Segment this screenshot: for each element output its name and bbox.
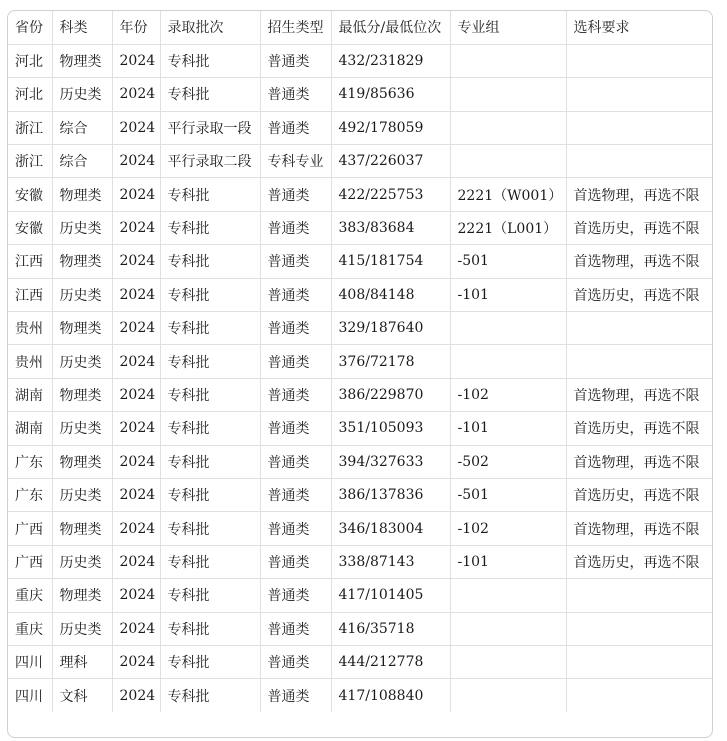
cell-min-score-rank: 386/229870: [331, 378, 450, 411]
table-row: [8, 312, 712, 345]
cell-subject-requirement: [566, 345, 712, 378]
cell-admission-batch: 平行录取二段: [160, 145, 260, 178]
cell-major-group: -102: [450, 378, 566, 411]
column-header-province: 省份: [8, 11, 52, 44]
cell-major-group: -101: [450, 412, 566, 445]
cell-admission-batch: 专科批: [160, 645, 260, 678]
cell-min-score-rank: 408/84148: [331, 278, 450, 311]
cell-enrollment-type: 普通类: [260, 445, 331, 478]
cell-admission-batch: 专科批: [160, 512, 260, 545]
cell-major-group: -501: [450, 245, 566, 278]
cell-enrollment-type: 专科专业: [260, 145, 331, 178]
cell-admission-batch: 专科批: [160, 412, 260, 445]
cell-admission-batch: 专科批: [160, 545, 260, 578]
cell-province: 安徽: [8, 178, 52, 211]
cell-subject-requirement: 首选历史，再选不限: [566, 478, 712, 511]
cell-province: 重庆: [8, 612, 52, 645]
column-header-subject-type: 科类: [52, 11, 112, 44]
cell-enrollment-type: 普通类: [260, 78, 331, 111]
cell-subject-requirement: 首选物理，再选不限: [566, 512, 712, 545]
cell-major-group: -502: [450, 445, 566, 478]
cell-min-score-rank: 437/226037: [331, 145, 450, 178]
cell-min-score-rank: 417/101405: [331, 579, 450, 612]
cell-major-group: [450, 579, 566, 612]
cell-enrollment-type: 普通类: [260, 412, 331, 445]
cell-admission-batch: 平行录取一段: [160, 111, 260, 144]
table-body: [8, 44, 712, 712]
cell-subject-requirement: [566, 579, 712, 612]
table-row: [8, 145, 712, 178]
cell-admission-batch: 专科批: [160, 211, 260, 244]
cell-admission-batch: 专科批: [160, 679, 260, 712]
table-row: [8, 178, 712, 211]
cell-province: 河北: [8, 78, 52, 111]
cell-enrollment-type: 普通类: [260, 378, 331, 411]
cell-subject-type: 物理类: [52, 512, 112, 545]
cell-min-score-rank: 422/225753: [331, 178, 450, 211]
cell-province: 重庆: [8, 579, 52, 612]
table-row: [8, 278, 712, 311]
cell-subject-requirement: 首选历史，再选不限: [566, 211, 712, 244]
cell-enrollment-type: 普通类: [260, 345, 331, 378]
table-row: [8, 579, 712, 612]
cell-min-score-rank: 444/212778: [331, 645, 450, 678]
cell-province: 浙江: [8, 145, 52, 178]
admission-score-table-frame: [7, 10, 713, 738]
cell-subject-requirement: [566, 111, 712, 144]
cell-year: 2024: [112, 679, 160, 712]
cell-subject-requirement: [566, 612, 712, 645]
cell-year: 2024: [112, 478, 160, 511]
cell-year: 2024: [112, 78, 160, 111]
column-header-min-score-rank: 最低分/最低位次: [331, 11, 450, 44]
cell-major-group: 2221（W001）: [450, 178, 566, 211]
cell-subject-type: 历史类: [52, 612, 112, 645]
column-header-admission-batch: 录取批次: [160, 11, 260, 44]
column-header-major-group: 专业组: [450, 11, 566, 44]
cell-year: 2024: [112, 178, 160, 211]
cell-province: 湖南: [8, 412, 52, 445]
table-row: [8, 211, 712, 244]
table-row: [8, 478, 712, 511]
cell-subject-type: 物理类: [52, 44, 112, 77]
cell-enrollment-type: 普通类: [260, 312, 331, 345]
cell-subject-requirement: 首选物理，再选不限: [566, 378, 712, 411]
cell-major-group: -501: [450, 478, 566, 511]
cell-min-score-rank: 338/87143: [331, 545, 450, 578]
cell-year: 2024: [112, 345, 160, 378]
cell-subject-type: 物理类: [52, 312, 112, 345]
cell-year: 2024: [112, 445, 160, 478]
cell-subject-type: 历史类: [52, 345, 112, 378]
table-row: [8, 111, 712, 144]
cell-min-score-rank: 329/187640: [331, 312, 450, 345]
cell-major-group: -101: [450, 278, 566, 311]
cell-enrollment-type: 普通类: [260, 612, 331, 645]
cell-admission-batch: 专科批: [160, 78, 260, 111]
cell-admission-batch: 专科批: [160, 579, 260, 612]
cell-min-score-rank: 432/231829: [331, 44, 450, 77]
cell-subject-type: 文科: [52, 679, 112, 712]
cell-enrollment-type: 普通类: [260, 679, 331, 712]
cell-province: 四川: [8, 679, 52, 712]
cell-province: 江西: [8, 278, 52, 311]
cell-admission-batch: 专科批: [160, 345, 260, 378]
cell-admission-batch: 专科批: [160, 178, 260, 211]
cell-enrollment-type: 普通类: [260, 478, 331, 511]
table-row: [8, 612, 712, 645]
table-row: [8, 512, 712, 545]
table-row: [8, 645, 712, 678]
table-row: [8, 44, 712, 77]
cell-enrollment-type: 普通类: [260, 579, 331, 612]
cell-subject-requirement: [566, 145, 712, 178]
cell-subject-type: 综合: [52, 145, 112, 178]
cell-admission-batch: 专科批: [160, 312, 260, 345]
cell-min-score-rank: 492/178059: [331, 111, 450, 144]
table-row: [8, 345, 712, 378]
cell-year: 2024: [112, 145, 160, 178]
cell-subject-type: 物理类: [52, 378, 112, 411]
column-header-subject-requirement: 选科要求: [566, 11, 712, 44]
cell-province: 贵州: [8, 345, 52, 378]
cell-major-group: [450, 679, 566, 712]
cell-enrollment-type: 普通类: [260, 512, 331, 545]
cell-subject-type: 物理类: [52, 445, 112, 478]
cell-min-score-rank: 376/72178: [331, 345, 450, 378]
cell-enrollment-type: 普通类: [260, 211, 331, 244]
cell-major-group: [450, 111, 566, 144]
cell-year: 2024: [112, 412, 160, 445]
column-header-year: 年份: [112, 11, 160, 44]
cell-subject-requirement: [566, 679, 712, 712]
cell-subject-requirement: 首选历史，再选不限: [566, 545, 712, 578]
cell-year: 2024: [112, 111, 160, 144]
cell-min-score-rank: 383/83684: [331, 211, 450, 244]
cell-province: 贵州: [8, 312, 52, 345]
cell-subject-requirement: 首选历史，再选不限: [566, 278, 712, 311]
cell-province: 广东: [8, 478, 52, 511]
cell-subject-requirement: [566, 44, 712, 77]
cell-enrollment-type: 普通类: [260, 44, 331, 77]
table-row: [8, 679, 712, 712]
cell-province: 广东: [8, 445, 52, 478]
cell-province: 四川: [8, 645, 52, 678]
table-row: [8, 412, 712, 445]
cell-subject-type: 物理类: [52, 579, 112, 612]
cell-province: 浙江: [8, 111, 52, 144]
cell-min-score-rank: 394/327633: [331, 445, 450, 478]
column-header-enrollment-type: 招生类型: [260, 11, 331, 44]
cell-year: 2024: [112, 278, 160, 311]
cell-subject-type: 物理类: [52, 178, 112, 211]
cell-enrollment-type: 普通类: [260, 111, 331, 144]
cell-admission-batch: 专科批: [160, 44, 260, 77]
table-row: [8, 78, 712, 111]
cell-admission-batch: 专科批: [160, 378, 260, 411]
cell-year: 2024: [112, 579, 160, 612]
table-row: [8, 445, 712, 478]
cell-subject-type: 物理类: [52, 245, 112, 278]
cell-year: 2024: [112, 512, 160, 545]
cell-subject-type: 历史类: [52, 545, 112, 578]
cell-enrollment-type: 普通类: [260, 645, 331, 678]
cell-year: 2024: [112, 612, 160, 645]
cell-major-group: -101: [450, 545, 566, 578]
cell-subject-requirement: 首选物理，再选不限: [566, 178, 712, 211]
cell-min-score-rank: 419/85636: [331, 78, 450, 111]
cell-subject-type: 历史类: [52, 478, 112, 511]
cell-major-group: [450, 44, 566, 77]
cell-major-group: [450, 645, 566, 678]
cell-admission-batch: 专科批: [160, 245, 260, 278]
cell-enrollment-type: 普通类: [260, 278, 331, 311]
cell-subject-requirement: [566, 645, 712, 678]
table-header-row: [8, 11, 712, 44]
cell-subject-requirement: 首选物理，再选不限: [566, 245, 712, 278]
cell-year: 2024: [112, 245, 160, 278]
cell-province: 湖南: [8, 378, 52, 411]
table-row: [8, 245, 712, 278]
cell-subject-type: 历史类: [52, 211, 112, 244]
cell-major-group: -102: [450, 512, 566, 545]
cell-major-group: [450, 345, 566, 378]
cell-min-score-rank: 351/105093: [331, 412, 450, 445]
cell-subject-type: 历史类: [52, 278, 112, 311]
cell-subject-requirement: [566, 78, 712, 111]
cell-subject-requirement: 首选物理，再选不限: [566, 445, 712, 478]
cell-subject-requirement: [566, 312, 712, 345]
cell-major-group: 2221（L001）: [450, 211, 566, 244]
table-row: [8, 545, 712, 578]
cell-province: 河北: [8, 44, 52, 77]
cell-year: 2024: [112, 545, 160, 578]
cell-subject-type: 理科: [52, 645, 112, 678]
cell-province: 广西: [8, 545, 52, 578]
cell-major-group: [450, 145, 566, 178]
cell-enrollment-type: 普通类: [260, 545, 331, 578]
cell-min-score-rank: 386/137836: [331, 478, 450, 511]
cell-admission-batch: 专科批: [160, 478, 260, 511]
cell-min-score-rank: 416/35718: [331, 612, 450, 645]
cell-admission-batch: 专科批: [160, 612, 260, 645]
admission-score-table: [8, 11, 712, 712]
cell-subject-requirement: 首选历史，再选不限: [566, 412, 712, 445]
cell-subject-type: 综合: [52, 111, 112, 144]
cell-province: 安徽: [8, 211, 52, 244]
cell-enrollment-type: 普通类: [260, 245, 331, 278]
table-row: [8, 378, 712, 411]
cell-province: 广西: [8, 512, 52, 545]
cell-major-group: [450, 78, 566, 111]
cell-year: 2024: [112, 645, 160, 678]
cell-major-group: [450, 612, 566, 645]
cell-enrollment-type: 普通类: [260, 178, 331, 211]
cell-admission-batch: 专科批: [160, 445, 260, 478]
cell-year: 2024: [112, 211, 160, 244]
cell-subject-type: 历史类: [52, 78, 112, 111]
cell-year: 2024: [112, 378, 160, 411]
cell-year: 2024: [112, 312, 160, 345]
cell-min-score-rank: 415/181754: [331, 245, 450, 278]
cell-major-group: [450, 312, 566, 345]
cell-province: 江西: [8, 245, 52, 278]
cell-subject-type: 历史类: [52, 412, 112, 445]
cell-min-score-rank: 346/183004: [331, 512, 450, 545]
cell-year: 2024: [112, 44, 160, 77]
cell-min-score-rank: 417/108840: [331, 679, 450, 712]
cell-admission-batch: 专科批: [160, 278, 260, 311]
